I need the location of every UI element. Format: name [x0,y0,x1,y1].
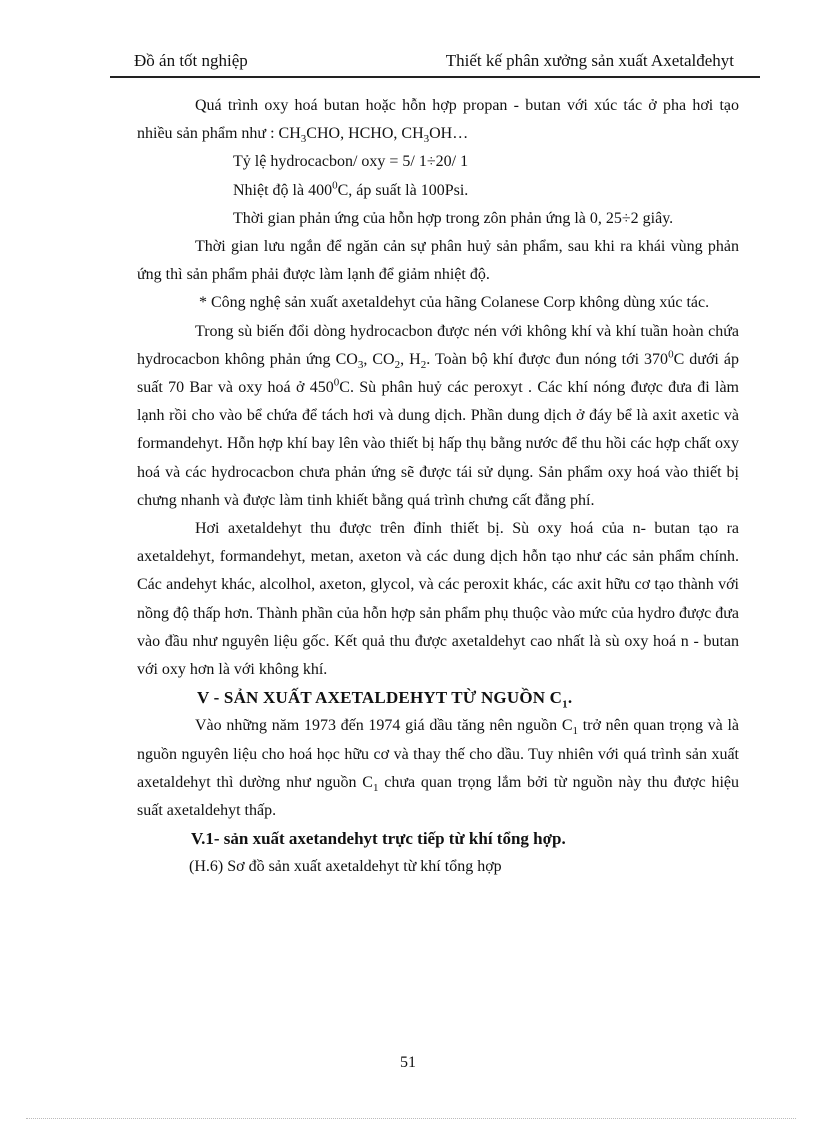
paragraph-c1-source: Vào những năm 1973 đến 1974 giá dầu tăng nên nguồn $C_1$ trở nên quan trọng và là nguồn nguyên liệu cho hoá học hữu cơ và thay thế cho dầu. Tuy nhiên với quá trình sản xuất axetaldehyt thì dường như nguồn $C_1$ chưa quan trọng lắm bởi từ nguồn này thu được hiệu suất axetaldehyt thấp. [137,717,740,820]
header-left-title: Đồ án tốt nghiệp [134,51,248,70]
header-right-title: Thiết kế phân xưởng sản xuất Axetalđehyt [445,51,734,70]
document-body [137,92,739,882]
paragraph-process: Trong sù biến đổi dòng hydrocacbon được nén với không khí và khí tuần hoàn chứa hydrocacbon không phản ứng $CO_3$, $CO_2$, $H_2$. Toàn bộ khí được đun nóng tới $370^0C$ dưới áp suất 70 Bar và oxy hoá ở $450^0C$. Sù phân huỷ các peroxyt . Các khí nóng được đưa đi làm lạnh rồi cho vào bể chứa để tách hơi và dung dịch. Phần dung dịch ở đáy bể là axit axetic và formandehyt. Hỗn hợp khí bay lên vào thiết bị hấp thụ bằng nước để thu hồi các hợp chất oxy hoá và các hydrocacbon chưa phản ứng sẽ được tái sử dụng. Sản phẩm oxy hoá vào thiết bị chưng nhanh và được làm tinh khiết bằng quá trình chưng cất đẳng phí. [137,322,740,509]
ratio-line: Tỷ lệ hydrocacbon/ oxy = 5/ 1÷20/ 1 [233,153,469,171]
page-header [110,48,760,78]
paragraph-colanese: * Công nghệ sản xuất axetaldehyt của hãng Colanese Corp không dùng xúc tác. [199,294,710,312]
page-bottom-rule [26,1118,796,1119]
paragraph-products: Hơi axetaldehyt thu được trên đỉnh thiết bị. Sù oxy hoá của n- butan tạo ra axetaldehyt, formandehyt, metan, axeton và các dung dịch hỗn tạo như các sản phẩm chính. Các andehyt khác, alcolhol, axeton, glycol, và các peroxit khác, các axit hữu cơ tạo thành với nồng độ thấp hơn. Thành phần của hỗn hợp sản phẩm phụ thuộc vào mức của hydro được đưa vào đầu như nguyên liệu gốc. Kết quả thu được axetaldehyt cao nhất là sù oxy hoá n - butan với oxy hơn là với không khí. [137,520,739,679]
figure-caption: (H.6) Sơ đồ sản xuất axetaldehyt từ khí tổng hợp [189,858,502,876]
section-heading-v: V - SẢN XUẤT AXETALDEHYT TỪ NGUỒN $C_1$. [197,688,573,711]
paragraph-butan-oxidation: Quá trình oxy hoá butan hoặc hỗn hợp propan - butan với xúc tác ở pha hơi tạo nhiều sản phẩm như : $CH_3CHO$, HCHO, $CH_3OH\dots$ [137,97,739,146]
section-heading-v1: V.1- sản xuất axetandehyt trực tiếp từ khí tổng hợp. [191,829,566,849]
paragraph-residence-time: Thời gian lưu ngắn để ngăn cản sự phân huỷ sản phẩm, sau khi ra khái vùng phản ứng thì sản phẩm phải được làm lạnh để giảm nhiệt độ. [137,238,739,284]
reaction-time-line: Thời gian phản ứng của hỗn hợp trong zôn phản ứng là 0, 25÷2 giây. [233,209,674,227]
temperature-line: Nhiệt độ là $400^0C$, áp suất là 100Psi. [233,179,469,199]
page-number: 51 [400,1054,416,1071]
